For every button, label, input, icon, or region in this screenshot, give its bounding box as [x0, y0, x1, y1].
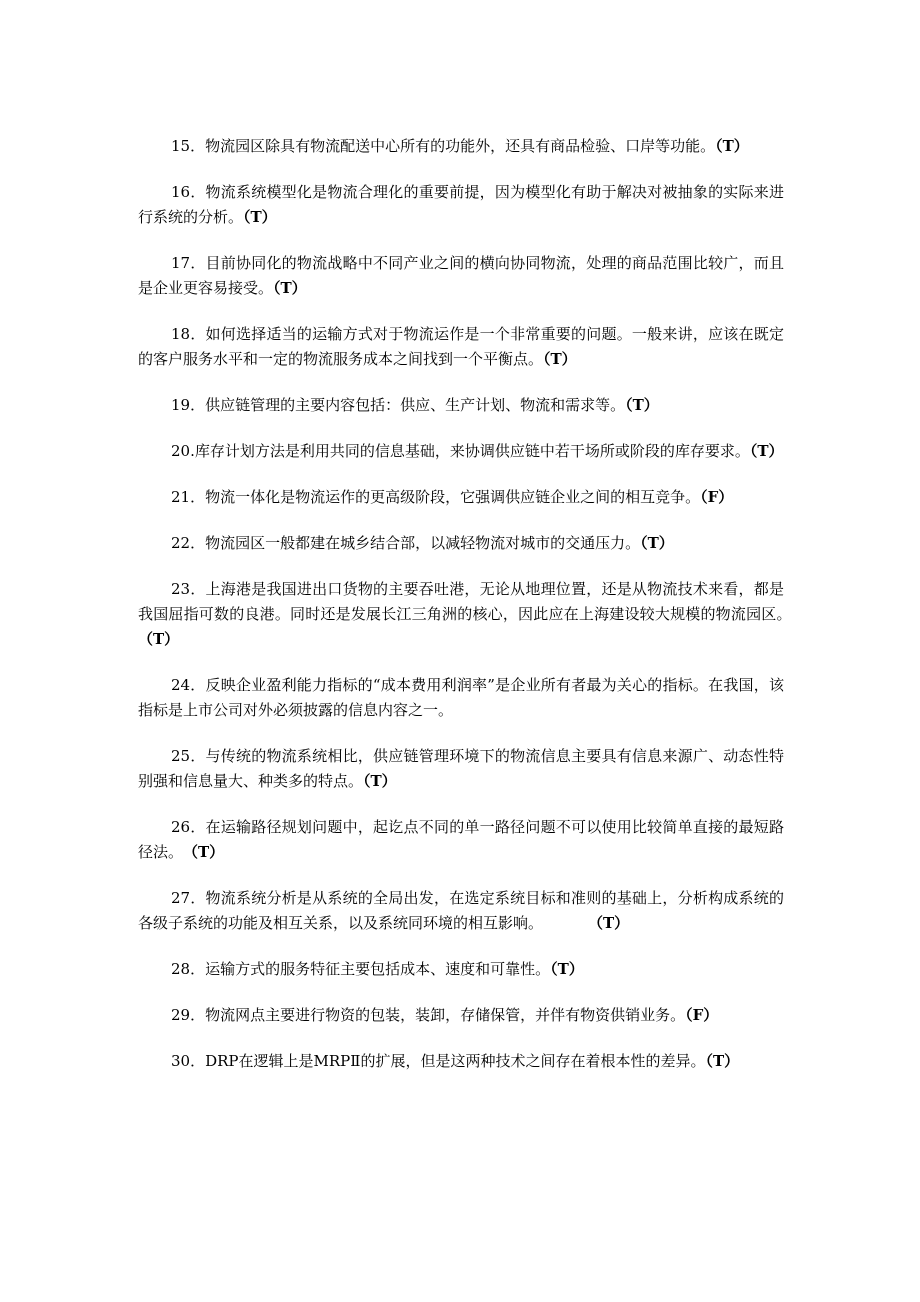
answer-mark: （T）: [243, 208, 277, 226]
question-number: 19．: [171, 396, 206, 414]
question-17: [138, 251, 784, 301]
question-number: 23．: [171, 580, 206, 598]
question-text: 与传统的物流系统相比，供应链管理环境下的物流信息主要具有信息来源广、动态性特别强和信息量大、种类多的特点。: [138, 747, 784, 790]
answer-mark: （F）: [700, 488, 734, 506]
answer-mark: （T）: [273, 279, 307, 297]
question-text: 物流园区一般都建在城乡结合部，以减轻物流对城市的交通压力。: [205, 534, 641, 552]
question-number: 24．: [171, 676, 206, 694]
question-number: 17．: [171, 254, 206, 272]
question-text: 供应链管理的主要内容包括：供应、生产计划、物流和需求等。: [205, 396, 626, 414]
question-number: 30．: [171, 1052, 206, 1070]
question-text: 运输方式的服务特征主要包括成本、速度和可靠性。: [205, 960, 551, 978]
question-number: 15．: [171, 137, 206, 155]
document-page: [138, 134, 800, 1095]
answer-mark: （T）: [363, 772, 397, 790]
question-23: [138, 577, 800, 652]
question-text: 上海港是我国进出口货物的主要吞吐港，无论从地理位置，还是从物流技术来看，都是我国屈指可数的良港。同时还是发展长江三角洲的核心，因此应在上海建设较大规模的物流园区。: [138, 580, 800, 623]
question-text: 如何选择适当的运输方式对于物流运作是一个非常重要的问题。一般来讲，应该在既定的客户服务水平和一定的物流服务成本之间找到一个平衡点。: [138, 325, 784, 368]
question-number: 25．: [171, 747, 206, 765]
question-text: 物流园区除具有物流配送中心所有的功能外，还具有商品检验、口岸等功能。: [205, 137, 716, 155]
question-27: [138, 886, 784, 936]
question-22: [138, 531, 784, 556]
question-15: [138, 134, 784, 159]
answer-mark: （T）: [640, 534, 674, 552]
answer-mark: （T）: [705, 1052, 740, 1070]
question-number: 22．: [171, 534, 206, 552]
question-number: 28．: [171, 960, 206, 978]
question-19: [138, 393, 784, 418]
question-number: 29．: [171, 1006, 206, 1024]
answer-mark: （T）: [715, 137, 749, 155]
question-30: [138, 1049, 784, 1074]
answer-mark: （F）: [685, 1006, 719, 1024]
question-18: [138, 322, 784, 372]
question-21: [138, 485, 784, 510]
question-text: 目前协同化的物流战略中不同产业之间的横向协同物流，处理的商品范围比较广，而且是企业更容易接受。: [138, 254, 784, 297]
answer-mark: （T）: [625, 396, 659, 414]
question-number: 27．: [171, 889, 206, 907]
question-number: 21．: [171, 488, 206, 506]
question-number: 18．: [171, 325, 206, 343]
question-text: 物流系统分析是从系统的全局出发，在选定系统目标和准则的基础上，分析构成系统的各级子系统的功能及相互关系，以及系统同环境的相互影响。: [138, 889, 784, 932]
question-text: 物流一体化是物流运作的更高级阶段，它强调供应链企业之间的相互竞争。: [205, 488, 701, 506]
question-text: 反映企业盈利能力指标的“成本费用利润率”是企业所有者最为关心的指标。在我国，该指标是上市公司对外必须披露的信息内容之一。: [138, 676, 784, 719]
question-number: 16．: [171, 183, 206, 201]
question-24: [138, 673, 784, 723]
answer-mark: （T）: [595, 914, 630, 932]
question-29: [138, 1003, 784, 1028]
answer-mark: （T）: [749, 442, 784, 460]
answer-mark: （T）: [138, 630, 180, 648]
question-text: 在运输路径规划问题中，起讫点不同的单一路径问题不可以使用比较简单直接的最短路径法。: [138, 818, 784, 861]
question-text: 物流网点主要进行物资的包装，装卸，存储保管，并伴有物资供销业务。: [205, 1006, 686, 1024]
answer-mark: （T）: [190, 843, 225, 861]
question-text: 物流系统模型化是物流合理化的重要前提，因为模型化有助于解决对被抽象的实际来进行系统的分析。: [138, 183, 784, 226]
question-number: 26．: [171, 818, 206, 836]
answer-mark: （T）: [543, 350, 577, 368]
answer-mark: （T）: [550, 960, 584, 978]
question-25: [138, 744, 784, 794]
question-20: [138, 439, 784, 464]
question-text: 库存计划方法是利用共同的信息基础，来协调供应链中若干场所或阶段的库存要求。: [194, 442, 750, 460]
question-16: [138, 180, 784, 230]
question-28: [138, 957, 784, 982]
question-26: [138, 815, 784, 865]
question-text: DRP在逻辑上是MRPⅡ的扩展，但是这两种技术之间存在着根本性的差异。: [205, 1052, 706, 1070]
question-number: 20.: [171, 442, 195, 460]
